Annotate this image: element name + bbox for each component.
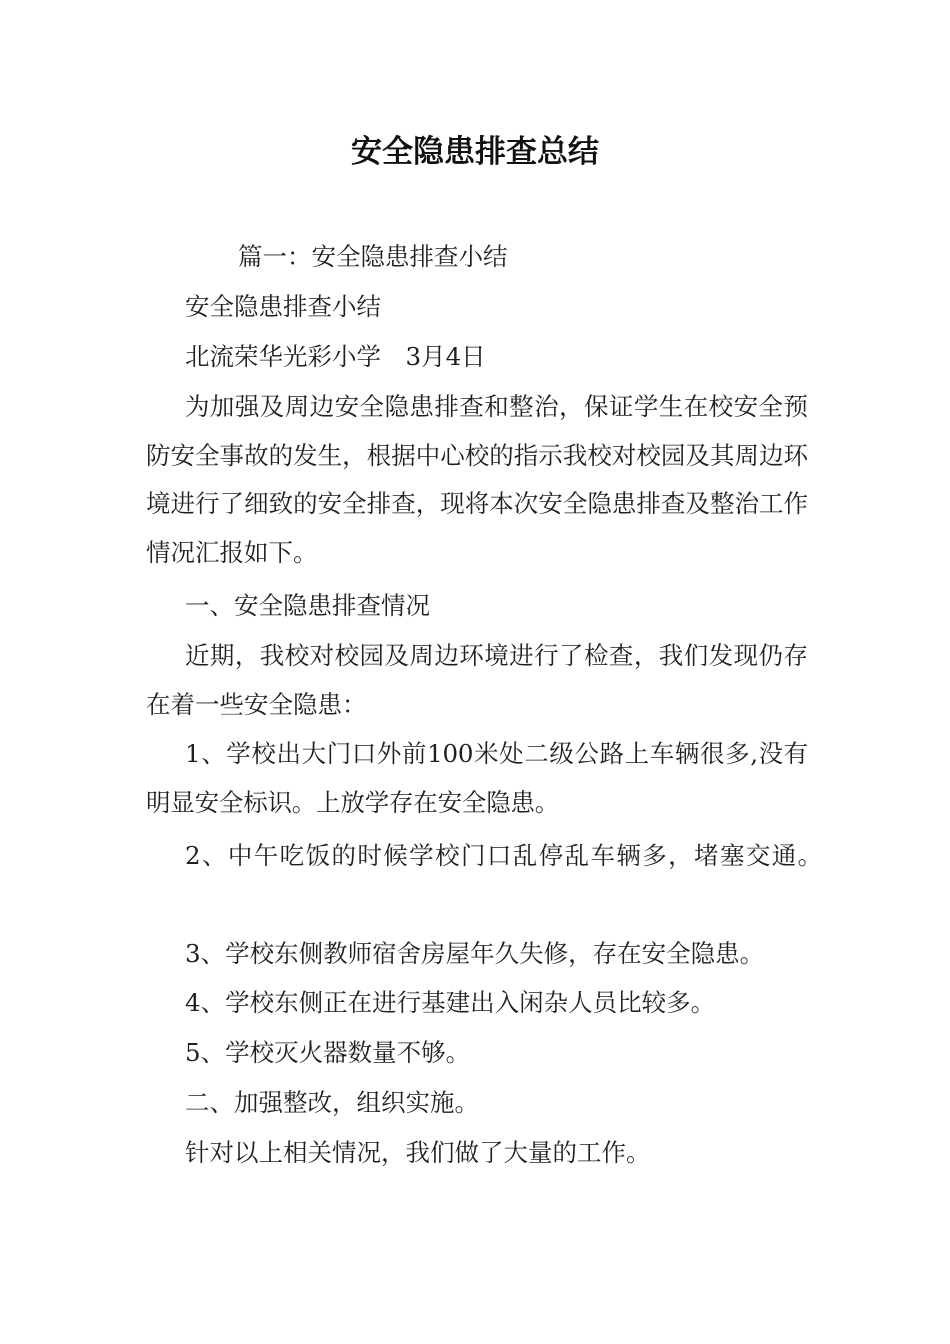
intro-paragraph: 为加强及周边安全隐患排查和整治，保证学生在校安全预防安全事故的发生，根据中心校的指示我校对校园及其周边环境进行了细致的安全排查，现将本次安全隐患排查及整治工作情况汇报如下。 [146,392,808,567]
heading-1: 一、安全隐患排查情况 [185,591,430,620]
list-item-5: 5、学校灭火器数量不够。 [185,1038,471,1067]
list-item-3: 3、学校东侧教师宿舍房屋年久失修，存在安全隐患。 [185,939,765,968]
heading-2: 二、加强整改，组织实施。 [185,1088,479,1117]
list-item-2: 2、中午吃饭的时候学校门口乱停乱车辆多，堵塞交通。 [185,841,824,870]
list-item-4: 4、学校东侧正在进行基建出入闲杂人员比较多。 [185,988,716,1017]
section-heading: 篇一：安全隐患排查小结 [238,242,508,271]
subtitle: 安全隐患排查小结 [185,292,381,321]
paragraph-2: 针对以上相关情况，我们做了大量的工作。 [185,1138,651,1167]
list-item-1: 1、学校出大门口外前100米处二级公路上车辆很多,没有明显安全标识。上放学存在安全隐患。 [146,739,808,817]
school-date-line: 北流荣华光彩小学 3月4日 [185,342,486,371]
paragraph-1: 近期，我校对校园及周边环境进行了检查，我们发现仍存在着一些安全隐患： [146,641,808,719]
document-title: 安全隐患排查总结 [351,134,599,170]
